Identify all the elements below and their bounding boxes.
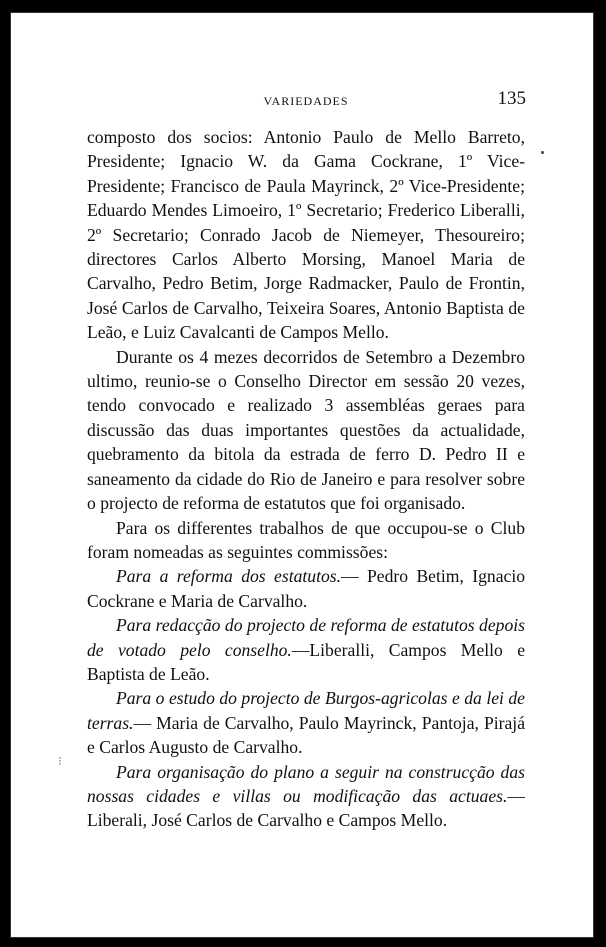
- commission-members: —Liberalli, Campos Mello e Baptista de Leão.: [87, 639, 525, 684]
- commission-title: Para organisação do plano a seguir na construcção das nossas cidades e villas ou modificação das actuaes.: [87, 761, 525, 806]
- commission-agricultural-towns: [87, 686, 525, 759]
- commission-project-drafting: [87, 613, 525, 686]
- commission-city-planning: [87, 760, 525, 833]
- paragraph-text: composto dos socios: Antonio Paulo de Mello Barreto, Presidente; Ignacio W. da Gama Cockrane, 1º Vice-Presidente; Francisco de Paula Mayrinck, 2º Vice-Presidente; Eduardo Mendes Limoeiro, 1º Secretario; Frederico Liberalli, 2º Secretario; Conrado Jacob de Niemeyer, Thesoureiro; directores Carlos Alberto Morsing, Manoel Maria de Carvalho, Pedro Betim, Jorge Radmacker, Paulo de Frontin, José Carlos de Carvalho, Teixeira Soares, Antonio Baptista de Leão, e Luiz Cavalcanti de Campos Mello.: [87, 127, 525, 343]
- body-text: [87, 125, 525, 833]
- commission-members: —Liberali, José Carlos de Carvalho e Campos Mello.: [87, 785, 525, 831]
- speck-mark: [541, 151, 544, 154]
- running-head: VARIEDADES: [263, 94, 349, 108]
- page-number: 135: [497, 88, 526, 109]
- commission-title: Para o estudo do projecto de Burgos-agricolas e da lei de terras.: [87, 688, 525, 733]
- commission-members: — Maria de Carvalho, Paulo Mayrinck, Pantoja, Pirajá e Carlos Augusto de Carvalho.: [87, 712, 525, 758]
- paragraph-text: Durante os 4 mezes decorridos de Setembro a Dezembro ultimo, reunio-se o Conselho Director em sessão 20 vezes, tendo convocado e realizado 3 assembléas geraes para discussão das duas importantes questões da actualidade, quebramento da bitola da estrada de ferro D. Pedro II e saneamento da cidade do Rio de Janeiro e para resolver sobre o projecto de reforma de estatutos que foi organisado.: [87, 346, 525, 514]
- paragraph-text: Para os differentes trabalhos de que occupou-se o Club foram nomeadas as seguintes commissões:: [87, 517, 525, 562]
- commission-title: Para redacção do projecto de reforma de estatutos depois de votado pelo conselho.: [87, 615, 525, 660]
- margin-mark: ⁝: [58, 754, 62, 768]
- commission-members: — Pedro Betim, Ignacio Cockrane e Maria de Carvalho.: [87, 566, 526, 611]
- page-header: [86, 88, 526, 118]
- paragraph-sessions: [87, 345, 525, 516]
- paragraph-commissions-intro: [87, 516, 525, 565]
- commission-title: Para a reforma dos estatutos.: [116, 566, 342, 587]
- paragraph-committee-members: [87, 125, 525, 345]
- commission-statutes-reform: [87, 564, 525, 613]
